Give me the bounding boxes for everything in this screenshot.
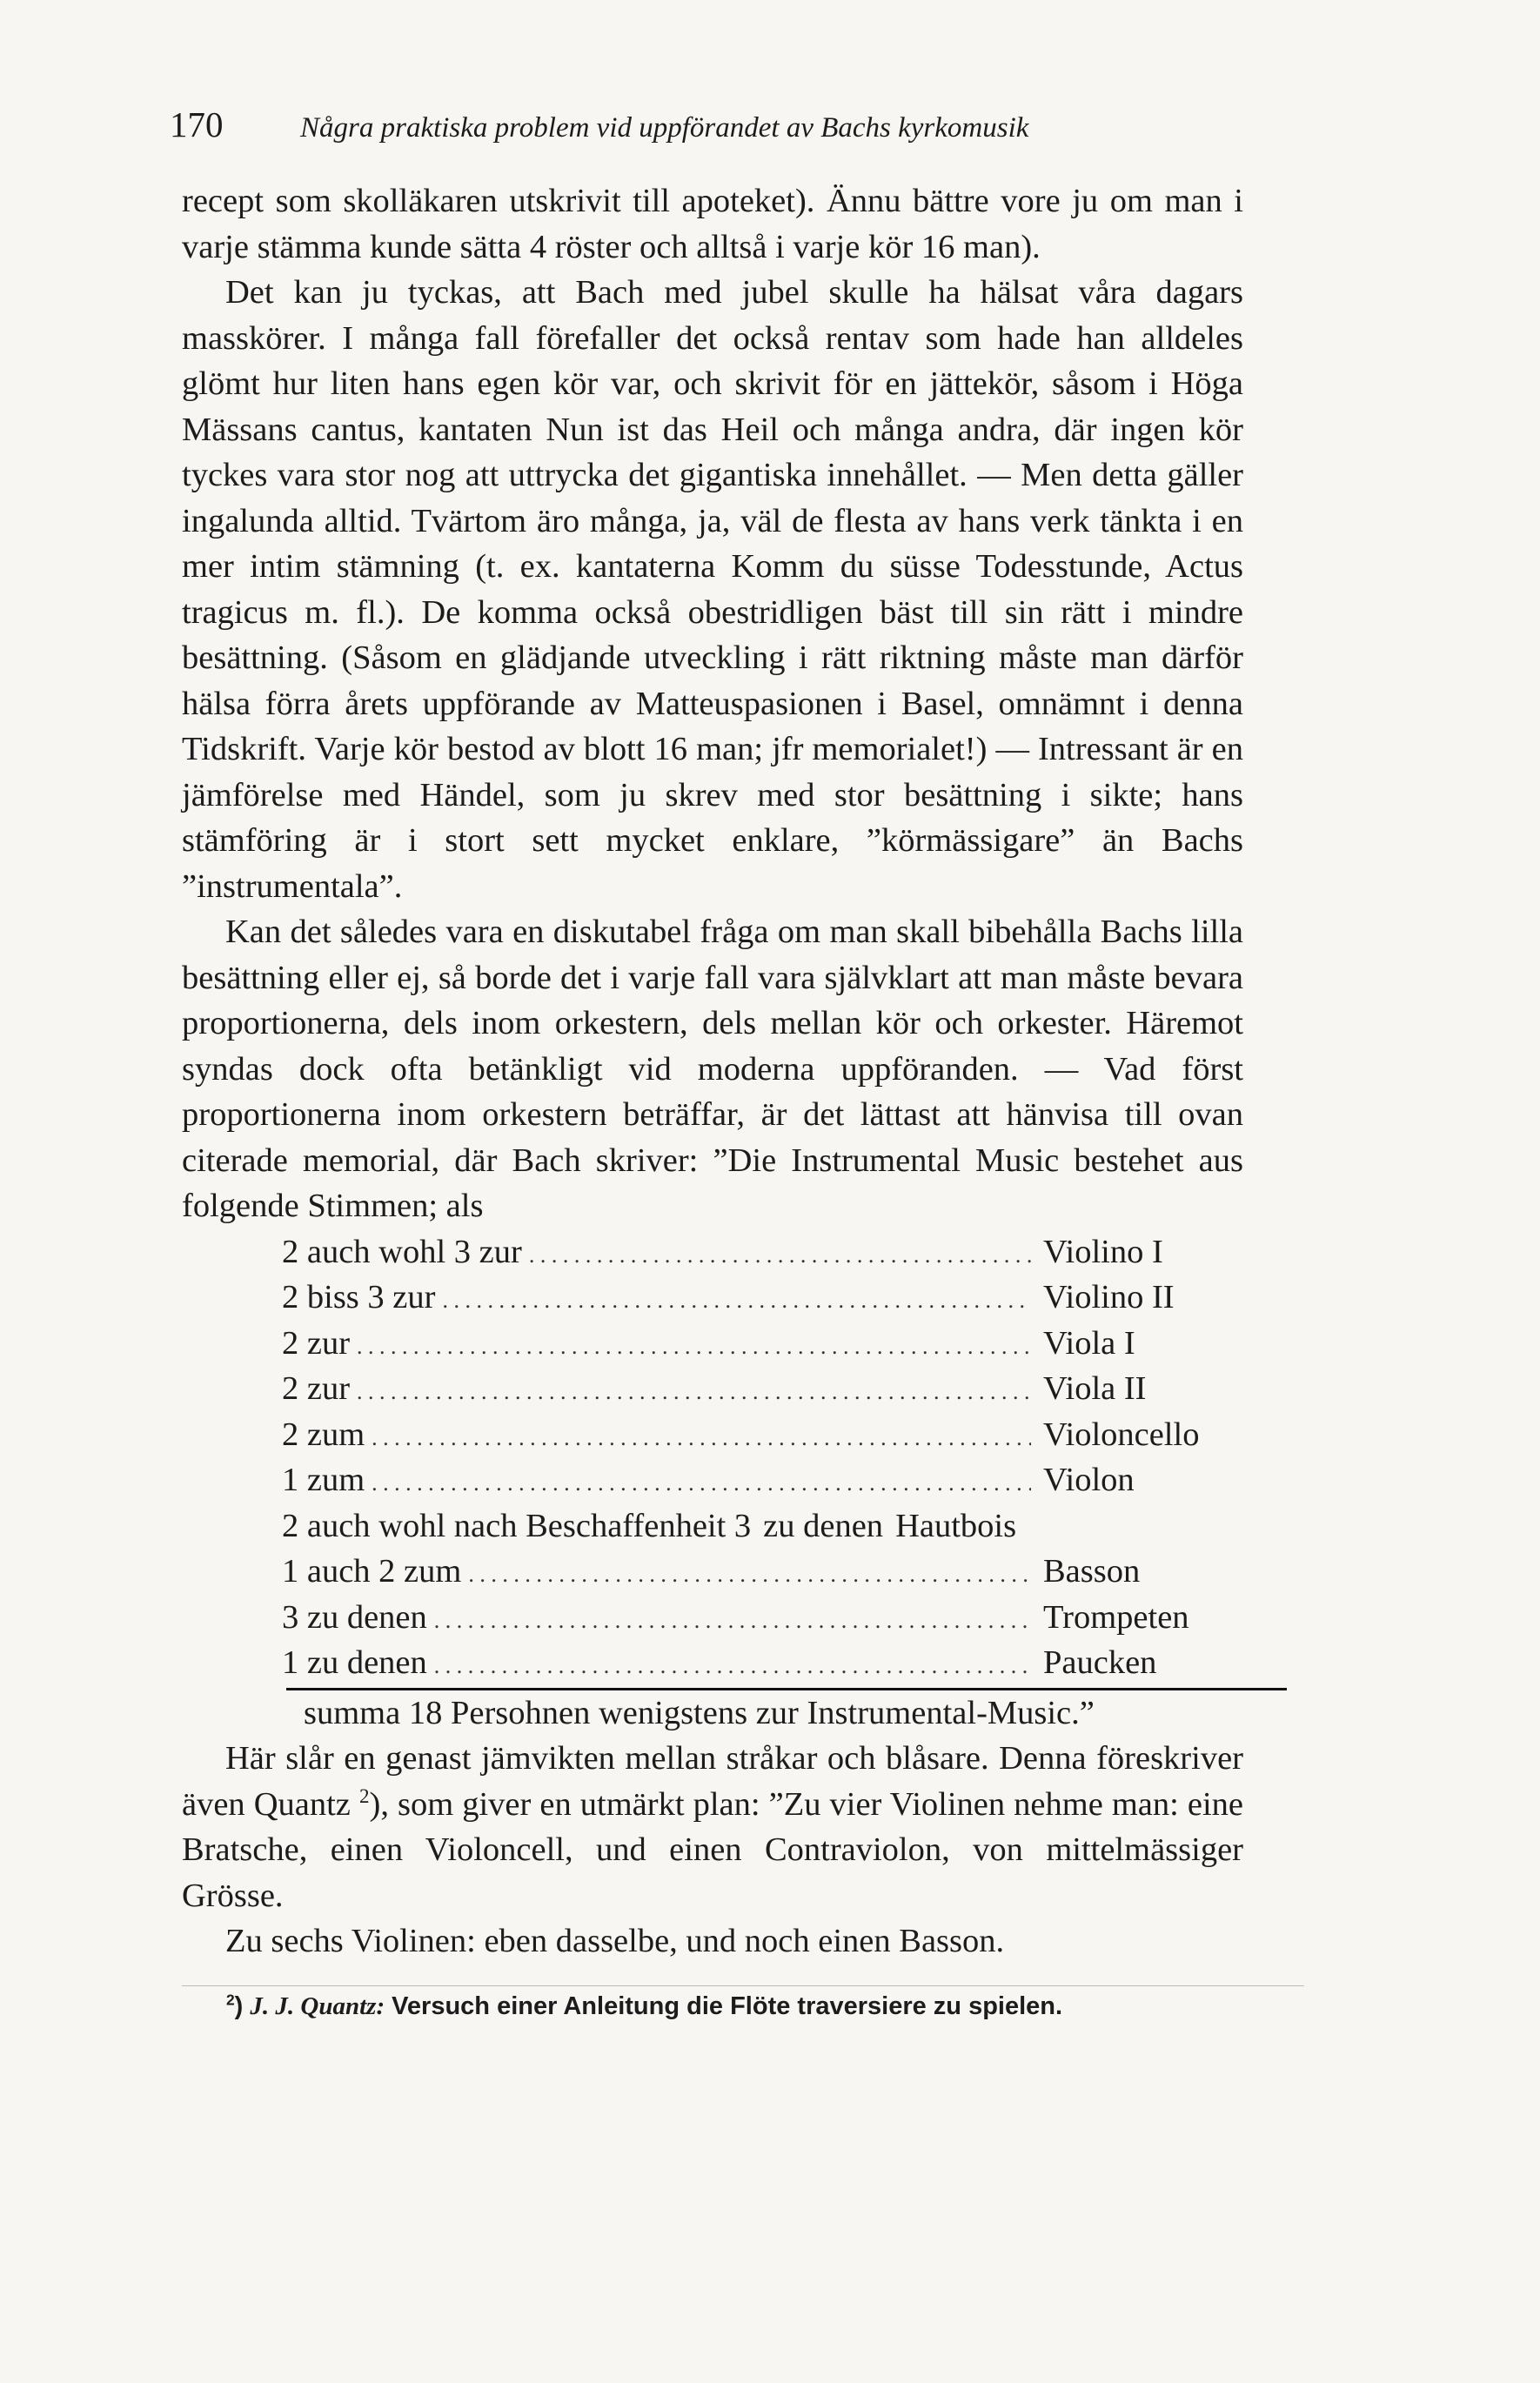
paragraph-2: Det kan ju tyckas, att Bach med jubel skulle ha hälsat våra dagars masskörer. I många fall förefaller det också rentav som hade han alldeles glömt hur liten hans egen kör var, och skrivit för en jättekör, såsom i Höga Mässans cantus, kantaten Nun ist das Heil och många andra, där ingen kör tyckes vara stor nog att uttrycka det gigantiska innehållet. — Men detta gäller ingalunda alltid. Tvärtom äro många, ja, väl de flesta av hans verk tänkta i en mer intim stämning (t. ex. kantaterna Komm du süsse Todesstunde, Actus tragicus m. fl.). De komma också obestridligen bäst till sin rätt i mindre besättning. (Såsom en glädjande utveckling i rätt riktning måste man därför hälsa förra årets uppförande av Matteuspasionen i Basel, omnämnt i denna Tidskrift. Varje kör bestod av blott 16 man; jfr memorialet!) — Intressant är en jämförelse med Händel, som ju skrev med stor besättning i sikte; hans stämföring är i stort sett mycket enklare, ”körmässigare” än Bachs ”instrumentala”. (182, 274, 1243, 905)
list-item-instrument: Violoncello (1043, 1416, 1200, 1453)
footnote-marker-suffix: ) (234, 1992, 244, 2020)
leader-dots (434, 1643, 1031, 1690)
list-item-count: 2 zur (282, 1370, 351, 1407)
leader-dots (442, 1278, 1031, 1324)
footnote-rule (182, 1985, 1304, 1986)
list-item (182, 1640, 1243, 1686)
leader-dots (468, 1552, 1031, 1598)
body-text (182, 178, 1243, 1965)
paragraph-4 (182, 1736, 1243, 1918)
list-item-instrument: Violino I (1043, 1233, 1163, 1270)
list-item-count: 2 auch wohl nach Beschaffenheit 3 (282, 1507, 752, 1544)
summa-line: summa 18 Persohnen wenigstens zur Instrumental-Music.” (304, 1694, 1095, 1731)
paragraph-5: Zu sechs Violinen: eben dasselbe, und noch einen Basson. (225, 1923, 1005, 1959)
list-item-count: 2 biss 3 zur (282, 1279, 436, 1315)
instrument-list (182, 1229, 1243, 1686)
list-item-instrument: Viola I (1043, 1324, 1135, 1362)
list-item-count: 1 auch 2 zum (282, 1553, 462, 1590)
list-item-count: 1 zum (282, 1462, 365, 1498)
footnote (226, 1989, 1357, 2024)
leader-dots (434, 1598, 1031, 1644)
list-item-count: 3 zu denen (282, 1598, 427, 1636)
list-item (182, 1549, 1243, 1595)
footnote-reference[interactable]: 2 (358, 1784, 370, 1807)
list-item (182, 1503, 1243, 1550)
list-item-count: 2 zum (282, 1416, 365, 1453)
list-item-count: 2 zur (282, 1324, 351, 1362)
leader-dots (372, 1461, 1031, 1507)
list-item (182, 1321, 1243, 1367)
leader-dots (529, 1233, 1031, 1279)
leader-dots (357, 1369, 1031, 1416)
footnote-marker: 2 (226, 1991, 235, 2009)
leader-dots (372, 1416, 1031, 1462)
running-header (170, 103, 1327, 150)
list-item-count: 2 auch wohl 3 zur (282, 1233, 522, 1270)
list-item (182, 1457, 1243, 1503)
list-item-instrument: Basson (1043, 1553, 1141, 1590)
running-title: Några praktiska problem vid uppförandet av Bachs kyrkomusik (300, 112, 1029, 144)
list-item-instrument: Violino II (1043, 1279, 1175, 1315)
list-item-instrument: Trompeten (1043, 1598, 1189, 1636)
paragraph-3: Kan det således vara en diskutabel fråga om man skall bibehålla Bachs lilla besättning eller ej, så borde det i varje fall vara självklart att man måste bevara proportionerna, dels inom orkestern, dels mellan kör och orkester. Häremot syndas dock ofta betänkligt vid moderna uppföranden. — Vad först proportionerna inom orkestern beträffar, är det lättast att hänvisa till ovan citerade memorial, där Bach skriver: ”Die Instrumental Music bestehet aus folgende Stimmen; als (182, 914, 1243, 1224)
list-item (182, 1366, 1243, 1412)
list-item (182, 1595, 1243, 1641)
list-item-instrument: Violon (1043, 1462, 1135, 1498)
list-item (182, 1229, 1243, 1275)
list-item-instrument: Hautbois (895, 1507, 1017, 1544)
footnote-text: Versuch einer Anleitung die Flöte traversiere zu spielen. (392, 1992, 1063, 2020)
list-item (182, 1275, 1243, 1321)
list-item-count: 1 zu denen (282, 1644, 427, 1681)
list-item-instrument: Paucken (1043, 1644, 1157, 1681)
list-item-instrument: Viola II (1043, 1370, 1147, 1407)
paragraph-1: recept som skolläkaren utskrivit till apoteket). Ännu bättre vore ju om man i varje stämma kunde sätta 4 röster och alltså i varje kör 16 man). (182, 183, 1243, 265)
list-item-connector: zu denen (763, 1507, 884, 1544)
paragraph-4-text: Här slår en genast jämvikten mellan stråkar och blåsare. Denna föreskriver även Quantz (182, 1740, 1243, 1823)
page-number: 170 (170, 104, 224, 144)
footnote-author: J. J. Quantz: (250, 1992, 385, 2020)
leader-dots (357, 1324, 1031, 1370)
paragraph-4-text-cont: ), som giver en utmärkt plan: ”Zu vier Violinen nehme man: eine Bratsche, einen Violoncell, und einen Contraviolon, von mittelmässiger Grösse. (182, 1785, 1244, 1914)
list-item (182, 1412, 1243, 1458)
